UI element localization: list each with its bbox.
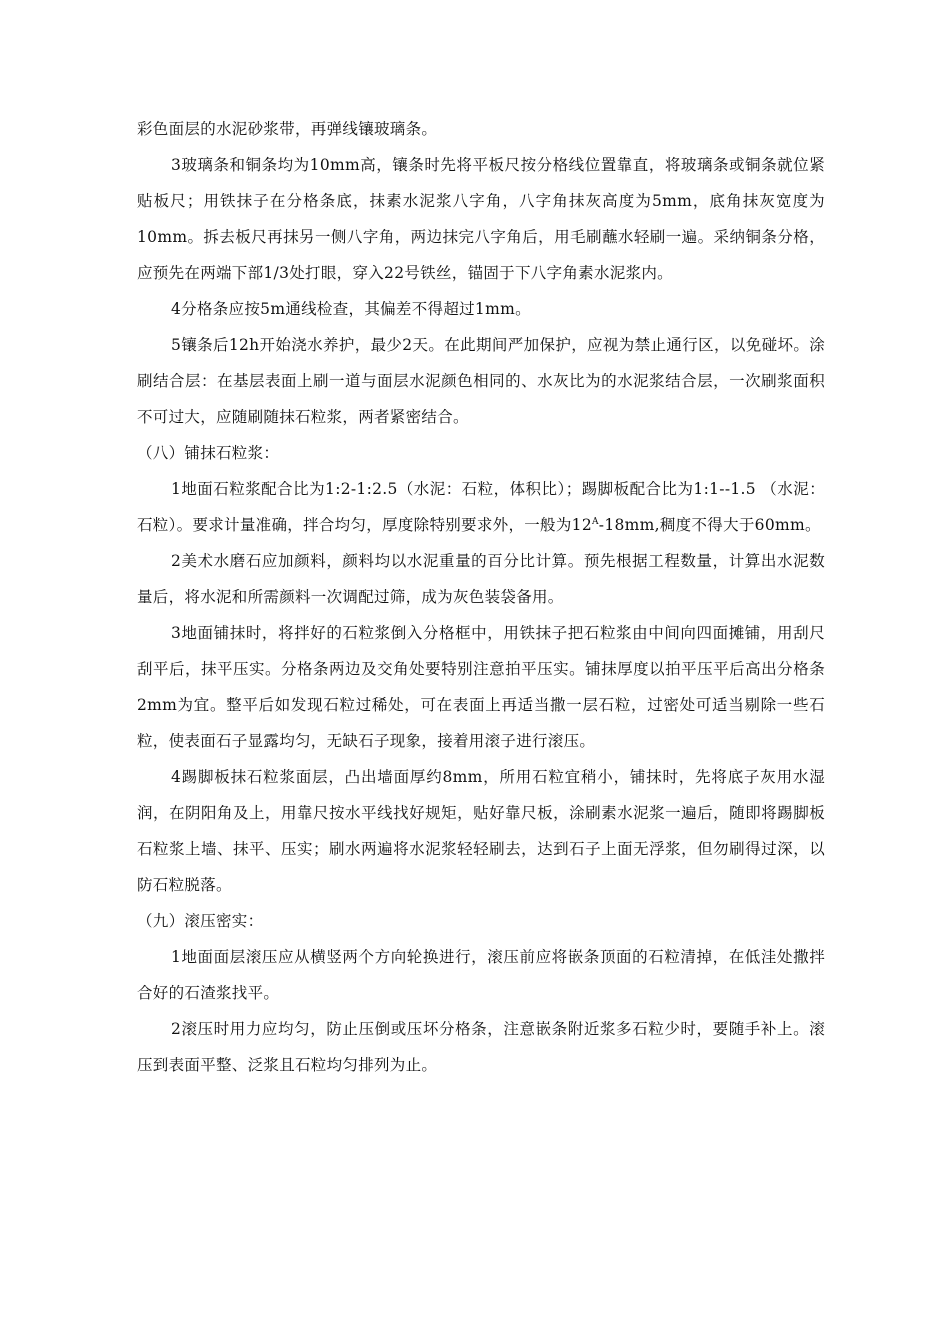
paragraph-item-3: 3玻璃条和铜条均为10mm高，镶条时先将平板尺按分格线位置靠直，将玻璃条或铜条就位紧贴板尺；用铁抹子在分格条底，抹素水泥浆八字角，八字角抹灰高度为5mm，底角抹灰宽度为10mm。拆去板尺再抹另一侧八字角，两边抹完八字角后，用毛刷蘸水轻刷一遍。采纳铜条分格，应预先在两端下部1/3处打眼，穿入22号铁丝，锚固于下八字角素水泥浆内。 xyxy=(137,156,825,282)
section-heading-9: （九）滚压密实： xyxy=(137,912,264,930)
paragraph-mix-ratio xyxy=(137,471,825,543)
section-heading-8: （八）铺抹石粒浆： xyxy=(137,444,280,462)
paragraph-rolling-1: 1地面面层滚压应从横竖两个方向轮换进行，滚压前应将嵌条顶面的石粒清掉，在低洼处撒拌合好的石渣浆找平。 xyxy=(137,948,825,1002)
mix-ratio-superscript: A xyxy=(591,516,599,527)
mix-ratio-text-before: 1地面石粒浆配合比为1:2-1:2.5（水泥：石粒，体积比）；踢脚板配合比为1:1--1.5 （水泥：石粒）。要求计量准确，拌合均匀，厚度除特别要求外，一般为12 xyxy=(137,480,825,534)
paragraph-item-4: 4分格条应按5m通线检查，其偏差不得超过1mm。 xyxy=(171,300,531,318)
paragraph-pigment: 2美术水磨石应加颜料，颜料均以水泥重量的百分比计算。预先根据工程数量，计算出水泥数量后，将水泥和所需颜料一次调配过筛，成为灰色装袋备用。 xyxy=(137,552,825,606)
document-body xyxy=(137,111,825,1083)
paragraph-item-5: 5镶条后12h开始浇水养护，最少2天。在此期间严加保护，应视为禁止通行区，以免碰坏。涂刷结合层：在基层表面上刷一道与面层水泥颜色相同的、水灰比为的水泥浆结合层，一次刷浆面积不可过大，应随刷随抹石粒浆，两者紧密结合。 xyxy=(137,336,825,426)
paragraph-continuation: 彩色面层的水泥砂浆带，再弹线镶玻璃条。 xyxy=(137,120,438,138)
paragraph-floor-spreading: 3地面铺抹时，将拌好的石粒浆倒入分格框中，用铁抹子把石粒浆由中间向四面摊铺，用刮尺刮平后，抹平压实。分格条两边及交角处要特别注意拍平压实。铺抹厚度以拍平压平后高出分格条2mm为宜。整平后如发现石粒过稀处，可在表面上再适当撒一层石粒，过密处可适当剔除一些石粒，使表面石子显露均匀，无缺石子现象，接着用滚子进行滚压。 xyxy=(137,624,825,750)
paragraph-rolling-2: 2滚压时用力应均匀，防止压倒或压坏分格条，注意嵌条附近浆多石粒少时，要随手补上。滚压到表面平整、泛浆且石粒均匀排列为止。 xyxy=(137,1020,825,1074)
paragraph-skirting: 4踢脚板抹石粒浆面层，凸出墙面厚约8mm，所用石粒宜稍小，铺抹时，先将底子灰用水湿润，在阴阳角及上，用靠尺按水平线找好规矩，贴好靠尺板，涂刷素水泥浆一遍后，随即将踢脚板石粒浆上墙、抹平、压实；刷水两遍将水泥浆轻轻刷去，达到石子上面无浮浆，但勿刷得过深，以防石粒脱落。 xyxy=(137,768,825,894)
mix-ratio-text-after: -18mm,稠度不得大于60mm。 xyxy=(598,516,821,534)
